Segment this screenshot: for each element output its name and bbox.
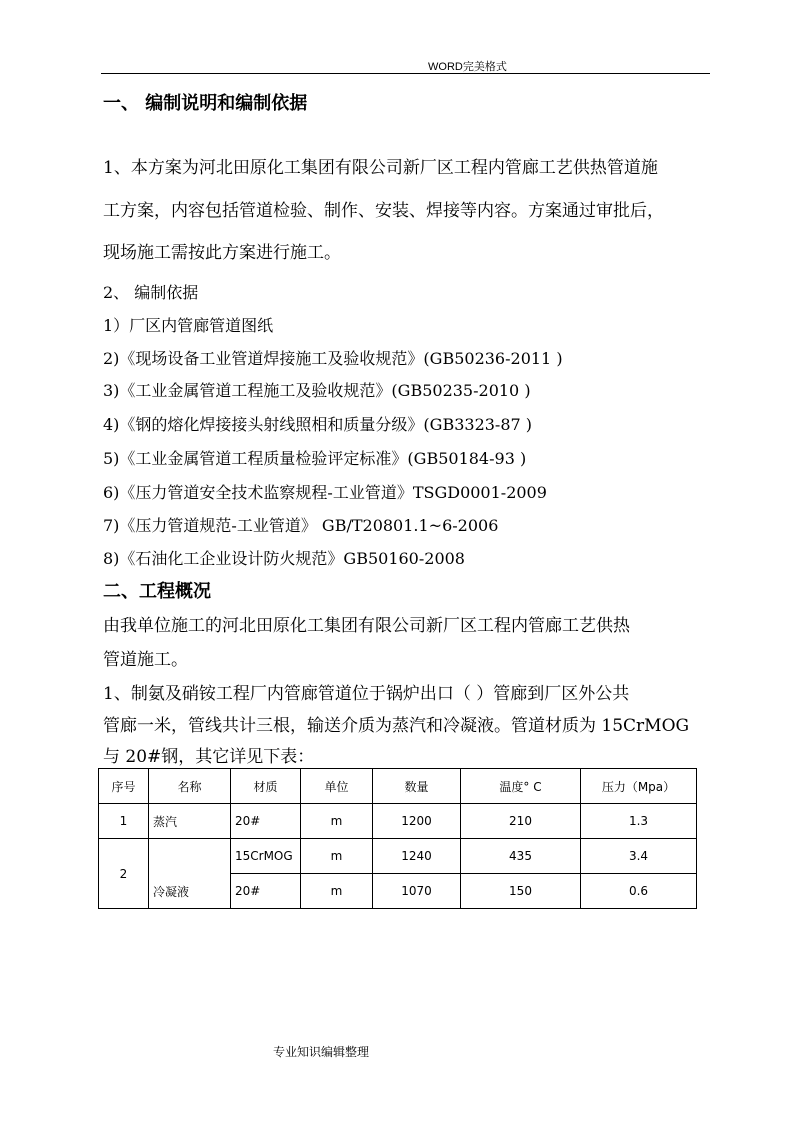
basis-item-2: 2)《现场设备工业管道焊接施工及验收规范》(GB50236-2011 ): [103, 349, 563, 368]
cell-temp: 435: [461, 839, 581, 874]
header-divider: [101, 73, 710, 74]
basis-subheading: 2、 编制依据: [103, 283, 199, 302]
basis-item-4: 4)《钢的熔化焊接接头射线照相和质量分级》(GB3323-87 ): [103, 415, 533, 434]
page-footer: 专业知识编辑整理: [273, 1045, 370, 1059]
cell-pressure: 0.6: [581, 874, 697, 909]
cell-unit: m: [301, 874, 373, 909]
section2-para2-line3: 与 20#钢，其它详见下表：: [103, 747, 315, 767]
section2-para2-line1: 1、制氨及硝铵工程厂内管廊管道位于锅炉出口（ ）管廊到厂区外公共: [103, 684, 630, 704]
pipeline-table: [98, 768, 697, 909]
header-cell-material: 材质: [231, 769, 301, 804]
cell-qty: 1200: [373, 804, 461, 839]
page-header: WORD完美格式: [428, 61, 507, 73]
basis-item-8: 8)《石油化工企业设计防火规范》GB50160-2008: [103, 549, 465, 568]
cell-pressure: 1.3: [581, 804, 697, 839]
basis-item-1: 1）厂区内管廊管道图纸: [103, 316, 274, 335]
cell-no: 2: [99, 839, 149, 909]
section1-para1-line1: 1、本方案为河北田原化工集团有限公司新厂区工程内管廊工艺供热管道施: [103, 158, 658, 178]
basis-item-3: 3)《工业金属管道工程施工及验收规范》(GB50235-2010 ): [103, 381, 531, 400]
cell-material: 15CrMOG: [231, 839, 301, 874]
cell-unit: m: [301, 839, 373, 874]
cell-temp: 150: [461, 874, 581, 909]
cell-material: 20#: [231, 874, 301, 909]
cell-name: 蒸汽: [149, 804, 231, 839]
section2-para2-line2: 管廊一米，管线共计三根，输送介质为蒸汽和冷凝液。管道材质为 15CrMOG: [103, 716, 690, 736]
cell-no: 1: [99, 804, 149, 839]
basis-item-7: 7)《压力管道规范-工业管道》 GB/T20801.1~6-2006: [103, 516, 499, 535]
cell-pressure: 3.4: [581, 839, 697, 874]
section2-title: 二、工程概况: [103, 581, 211, 602]
section2-para1-line1: 由我单位施工的河北田原化工集团有限公司新厂区工程内管廊工艺供热: [103, 616, 630, 636]
table-header-row: [99, 769, 697, 804]
cell-qty: 1240: [373, 839, 461, 874]
section1-para1-line2: 工方案，内容包括管道检验、制作、安装、焊接等内容。方案通过审批后，: [103, 201, 664, 221]
header-cell-temp: 温度° C: [461, 769, 581, 804]
basis-item-5: 5)《工业金属管道工程质量检验评定标准》(GB50184-93 ): [103, 449, 527, 468]
section1-para1-line3: 现场施工需按此方案进行施工。: [103, 243, 341, 263]
header-cell-unit: 单位: [301, 769, 373, 804]
cell-temp: 210: [461, 804, 581, 839]
cell-qty: 1070: [373, 874, 461, 909]
section2-para1-line2: 管道施工。: [103, 650, 188, 670]
table-row: [99, 839, 697, 874]
header-cell-name: 名称: [149, 769, 231, 804]
header-cell-qty: 数量: [373, 769, 461, 804]
cell-name: 冷凝液: [149, 839, 231, 909]
basis-item-6: 6)《压力管道安全技术监察规程-工业管道》TSGD0001-2009: [103, 483, 547, 502]
cell-material: 20#: [231, 804, 301, 839]
header-cell-no: 序号: [99, 769, 149, 804]
cell-unit: m: [301, 804, 373, 839]
header-cell-pressure: 压力（Mpa）: [581, 769, 697, 804]
section1-title: 一、 编制说明和编制依据: [103, 93, 308, 114]
table-row: [99, 804, 697, 839]
